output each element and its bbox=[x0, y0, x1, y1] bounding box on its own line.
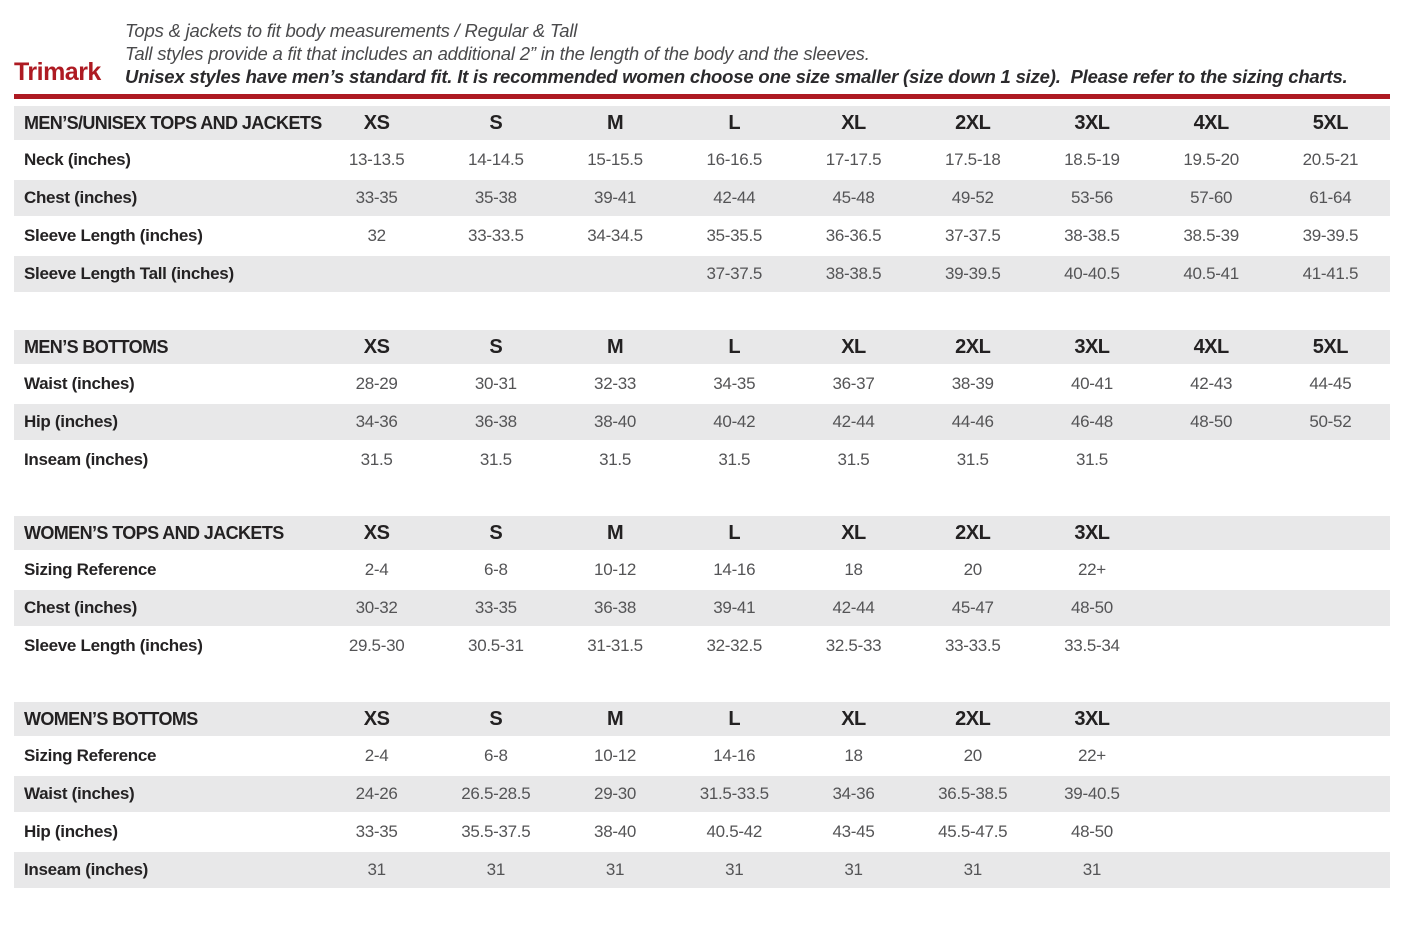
column-header-m: M bbox=[606, 707, 624, 730]
cell-value: 38-38.5 bbox=[825, 264, 882, 283]
table-row-hip-inches bbox=[14, 814, 1390, 850]
cell-value: 32-33 bbox=[594, 374, 637, 393]
cell-value: 45-48 bbox=[832, 188, 875, 207]
column-header-m: M bbox=[606, 111, 624, 134]
table-row-chest-inches bbox=[14, 590, 1390, 626]
cell-value: 31.5 bbox=[1075, 450, 1108, 469]
row-label: Sleeve Length Tall (inches) bbox=[24, 264, 234, 283]
cell-value: 33-33.5 bbox=[944, 636, 1001, 655]
table-row-sizing-reference bbox=[14, 738, 1390, 774]
column-header-m: M bbox=[606, 335, 624, 358]
cell-value: 35-38 bbox=[474, 188, 517, 207]
cell-value: 36-37 bbox=[832, 374, 875, 393]
cell-value: 40-42 bbox=[713, 412, 756, 431]
cell-value: 22+ bbox=[1077, 560, 1106, 579]
table-header-row bbox=[14, 702, 1390, 736]
cell-value: 31 bbox=[963, 860, 982, 879]
cell-value: 36-38 bbox=[474, 412, 517, 431]
cell-value: 36-38 bbox=[594, 598, 637, 617]
cell-value: 46-48 bbox=[1070, 412, 1113, 431]
cell-value: 31.5 bbox=[837, 450, 870, 469]
cell-value: 34-36 bbox=[355, 412, 398, 431]
column-header-4xl: 4XL bbox=[1193, 335, 1229, 358]
cell-value: 31 bbox=[486, 860, 505, 879]
cell-value: 31 bbox=[1082, 860, 1102, 879]
column-header-l: L bbox=[728, 521, 741, 544]
cell-value: 42-44 bbox=[713, 188, 756, 207]
cell-value: 13-13.5 bbox=[348, 150, 405, 169]
cell-value: 39-41 bbox=[594, 188, 637, 207]
cell-value: 36.5-38.5 bbox=[938, 784, 1008, 803]
column-header-xl: XL bbox=[841, 521, 866, 544]
cell-value: 48-50 bbox=[1190, 412, 1233, 431]
column-header-xs: XS bbox=[363, 707, 390, 730]
cell-value: 32 bbox=[367, 226, 386, 245]
size-table-men-s-unisex-tops-and-jackets bbox=[14, 106, 1390, 292]
table-title: WOMEN’S BOTTOMS bbox=[24, 708, 198, 729]
table-header-row bbox=[14, 516, 1390, 550]
cell-value: 35-35.5 bbox=[706, 226, 763, 245]
column-header-2xl: 2XL bbox=[955, 111, 991, 134]
cell-value: 18 bbox=[844, 746, 863, 765]
cell-value: 37-37.5 bbox=[706, 264, 763, 283]
cell-value: 49-52 bbox=[951, 188, 994, 207]
intro-line-unisex-note: Unisex styles have men’s standard fit. It is recommended women choose one size smaller (size down 1 size). Please refer to the sizing charts. bbox=[125, 66, 1348, 87]
cell-value: 17-17.5 bbox=[825, 150, 882, 169]
cell-value: 40-40.5 bbox=[1064, 264, 1120, 283]
cell-value: 33-35 bbox=[355, 822, 398, 841]
intro-notes bbox=[125, 19, 1390, 88]
cell-value: 17.5-18 bbox=[944, 150, 1001, 169]
table-row-hip-inches bbox=[14, 404, 1390, 440]
column-header-s: S bbox=[489, 707, 503, 730]
cell-value: 45-47 bbox=[951, 598, 994, 617]
cell-value: 38-39 bbox=[951, 374, 994, 393]
row-label: Chest (inches) bbox=[24, 188, 137, 207]
cell-value: 29.5-30 bbox=[348, 636, 405, 655]
size-charts-container bbox=[14, 106, 1390, 888]
cell-value: 37-37.5 bbox=[944, 226, 1001, 245]
cell-value: 2-4 bbox=[364, 560, 389, 579]
table-row-sleeve-length-tall-inches bbox=[14, 256, 1390, 292]
column-header-s: S bbox=[489, 521, 503, 544]
cell-value: 31 bbox=[367, 860, 386, 879]
cell-value: 18 bbox=[844, 560, 863, 579]
cell-value: 10-12 bbox=[594, 746, 637, 765]
cell-value: 34-35 bbox=[713, 374, 756, 393]
column-header-2xl: 2XL bbox=[955, 335, 991, 358]
cell-value: 30.5-31 bbox=[468, 636, 524, 655]
table-header-row bbox=[14, 106, 1390, 140]
column-header-2xl: 2XL bbox=[955, 521, 991, 544]
cell-value: 31.5 bbox=[599, 450, 631, 469]
column-header-xs: XS bbox=[363, 521, 390, 544]
column-header-xl: XL bbox=[841, 111, 866, 134]
table-row-sizing-reference bbox=[14, 552, 1390, 588]
cell-value: 15-15.5 bbox=[587, 150, 643, 169]
row-label: Hip (inches) bbox=[24, 412, 118, 431]
cell-value: 61-64 bbox=[1309, 188, 1352, 207]
cell-value: 31 bbox=[844, 860, 863, 879]
size-table-women-s-bottoms bbox=[14, 702, 1390, 888]
cell-value: 31.5 bbox=[718, 450, 751, 469]
intro-line-fit-note: Tops & jackets to fit body measurements / Regular & Tall bbox=[125, 20, 578, 41]
cell-value: 30-32 bbox=[355, 598, 398, 617]
cell-value: 39-39.5 bbox=[944, 264, 1001, 283]
cell-value: 18.5-19 bbox=[1064, 150, 1120, 169]
row-label: Sleeve Length (inches) bbox=[24, 636, 203, 655]
size-table-women-s-tops-and-jackets bbox=[14, 516, 1390, 664]
cell-value: 39-41 bbox=[713, 598, 756, 617]
cell-value: 38.5-39 bbox=[1183, 226, 1239, 245]
cell-value: 16-16.5 bbox=[706, 150, 763, 169]
table-header-row bbox=[14, 330, 1390, 364]
cell-value: 2-4 bbox=[364, 746, 389, 765]
cell-value: 40.5-41 bbox=[1183, 264, 1239, 283]
cell-value: 42-43 bbox=[1190, 374, 1233, 393]
cell-value: 31.5-33.5 bbox=[699, 784, 769, 803]
table-title: MEN’S BOTTOMS bbox=[24, 336, 168, 357]
column-header-l: L bbox=[728, 111, 741, 134]
intro-line-tall-note: Tall styles provide a fit that includes an additional 2” in the length of the body and the sleeves. bbox=[125, 43, 870, 64]
cell-value: 44-45 bbox=[1309, 374, 1352, 393]
cell-value: 19.5-20 bbox=[1183, 150, 1239, 169]
cell-value: 30-31 bbox=[474, 374, 517, 393]
cell-value: 40-41 bbox=[1070, 374, 1113, 393]
cell-value: 33-35 bbox=[474, 598, 517, 617]
cell-value: 38-38.5 bbox=[1064, 226, 1120, 245]
cell-value: 26.5-28.5 bbox=[461, 784, 531, 803]
cell-value: 31 bbox=[605, 860, 625, 879]
cell-value: 33-35 bbox=[355, 188, 398, 207]
cell-value: 39-39.5 bbox=[1302, 226, 1359, 245]
table-row-sleeve-length-inches bbox=[14, 218, 1390, 254]
cell-value: 32-32.5 bbox=[706, 636, 763, 655]
table-row-neck-inches bbox=[14, 142, 1390, 178]
table-row-inseam-inches bbox=[14, 852, 1390, 888]
cell-value: 20 bbox=[963, 560, 982, 579]
cell-value: 34-34.5 bbox=[587, 226, 643, 245]
column-header-l: L bbox=[728, 335, 741, 358]
cell-value: 40.5-42 bbox=[706, 822, 763, 841]
row-label: Waist (inches) bbox=[24, 784, 135, 803]
cell-value: 10-12 bbox=[594, 560, 637, 579]
cell-value: 34-36 bbox=[832, 784, 875, 803]
table-row-waist-inches bbox=[14, 776, 1390, 812]
cell-value: 31.5 bbox=[479, 450, 512, 469]
cell-value: 48-50 bbox=[1070, 822, 1113, 841]
cell-value: 20 bbox=[963, 746, 982, 765]
column-header-m: M bbox=[606, 521, 624, 544]
row-label: Neck (inches) bbox=[24, 150, 131, 169]
cell-value: 14-16 bbox=[713, 560, 756, 579]
table-row-inseam-inches bbox=[14, 442, 1390, 478]
column-header-4xl: 4XL bbox=[1193, 111, 1229, 134]
column-header-xs: XS bbox=[363, 111, 390, 134]
row-label: Chest (inches) bbox=[24, 598, 137, 617]
cell-value: 31-31.5 bbox=[587, 636, 643, 655]
column-header-s: S bbox=[489, 335, 503, 358]
cell-value: 31 bbox=[725, 860, 744, 879]
column-header-s: S bbox=[489, 111, 503, 134]
table-row-sleeve-length-inches bbox=[14, 628, 1390, 664]
brand-logo-text: Trimark bbox=[14, 58, 101, 86]
column-header-3xl: 3XL bbox=[1074, 521, 1110, 544]
cell-value: 44-46 bbox=[951, 412, 994, 431]
column-header-5xl: 5XL bbox=[1312, 335, 1348, 358]
cell-value: 42-44 bbox=[832, 412, 875, 431]
cell-value: 48-50 bbox=[1070, 598, 1113, 617]
cell-value: 29-30 bbox=[594, 784, 637, 803]
cell-value: 39-40.5 bbox=[1064, 784, 1120, 803]
cell-value: 28-29 bbox=[355, 374, 398, 393]
row-label: Sizing Reference bbox=[24, 746, 157, 765]
row-label: Inseam (inches) bbox=[24, 860, 148, 879]
cell-value: 42-44 bbox=[832, 598, 875, 617]
cell-value: 43-45 bbox=[832, 822, 875, 841]
column-header-3xl: 3XL bbox=[1074, 707, 1110, 730]
cell-value: 22+ bbox=[1077, 746, 1106, 765]
cell-value: 33.5-34 bbox=[1064, 636, 1120, 655]
cell-value: 14-16 bbox=[713, 746, 756, 765]
column-header-xl: XL bbox=[841, 707, 866, 730]
cell-value: 20.5-21 bbox=[1302, 150, 1359, 169]
column-header-l: L bbox=[728, 707, 741, 730]
cell-value: 50-52 bbox=[1309, 412, 1352, 431]
column-header-2xl: 2XL bbox=[955, 707, 991, 730]
row-label: Sleeve Length (inches) bbox=[24, 226, 203, 245]
table-title: WOMEN’S TOPS AND JACKETS bbox=[24, 522, 284, 543]
cell-value: 57-60 bbox=[1190, 188, 1233, 207]
column-header-5xl: 5XL bbox=[1312, 111, 1348, 134]
table-row-chest-inches bbox=[14, 180, 1390, 216]
row-label: Inseam (inches) bbox=[24, 450, 148, 469]
cell-value: 38-40 bbox=[594, 412, 637, 431]
cell-value: 6-8 bbox=[483, 560, 508, 579]
table-row-waist-inches bbox=[14, 366, 1390, 402]
cell-value: 38-40 bbox=[594, 822, 637, 841]
row-label: Sizing Reference bbox=[24, 560, 157, 579]
column-header-3xl: 3XL bbox=[1074, 111, 1110, 134]
cell-value: 35.5-37.5 bbox=[461, 822, 531, 841]
cell-value: 36-36.5 bbox=[825, 226, 882, 245]
cell-value: 31.5 bbox=[956, 450, 989, 469]
cell-value: 6-8 bbox=[483, 746, 508, 765]
page-header bbox=[14, 0, 1390, 88]
cell-value: 31.5 bbox=[360, 450, 393, 469]
cell-value: 41-41.5 bbox=[1302, 264, 1359, 283]
column-header-xs: XS bbox=[363, 335, 390, 358]
cell-value: 33-33.5 bbox=[468, 226, 524, 245]
column-header-xl: XL bbox=[841, 335, 866, 358]
cell-value: 14-14.5 bbox=[468, 150, 524, 169]
row-label: Hip (inches) bbox=[24, 822, 118, 841]
size-table-men-s-bottoms bbox=[14, 330, 1390, 478]
table-title: MEN’S/UNISEX TOPS AND JACKETS bbox=[24, 112, 322, 133]
cell-value: 32.5-33 bbox=[825, 636, 882, 655]
row-label: Waist (inches) bbox=[24, 374, 135, 393]
cell-value: 24-26 bbox=[355, 784, 398, 803]
cell-value: 53-56 bbox=[1070, 188, 1113, 207]
red-divider-rule bbox=[14, 94, 1390, 99]
cell-value: 45.5-47.5 bbox=[938, 822, 1008, 841]
column-header-3xl: 3XL bbox=[1074, 335, 1110, 358]
